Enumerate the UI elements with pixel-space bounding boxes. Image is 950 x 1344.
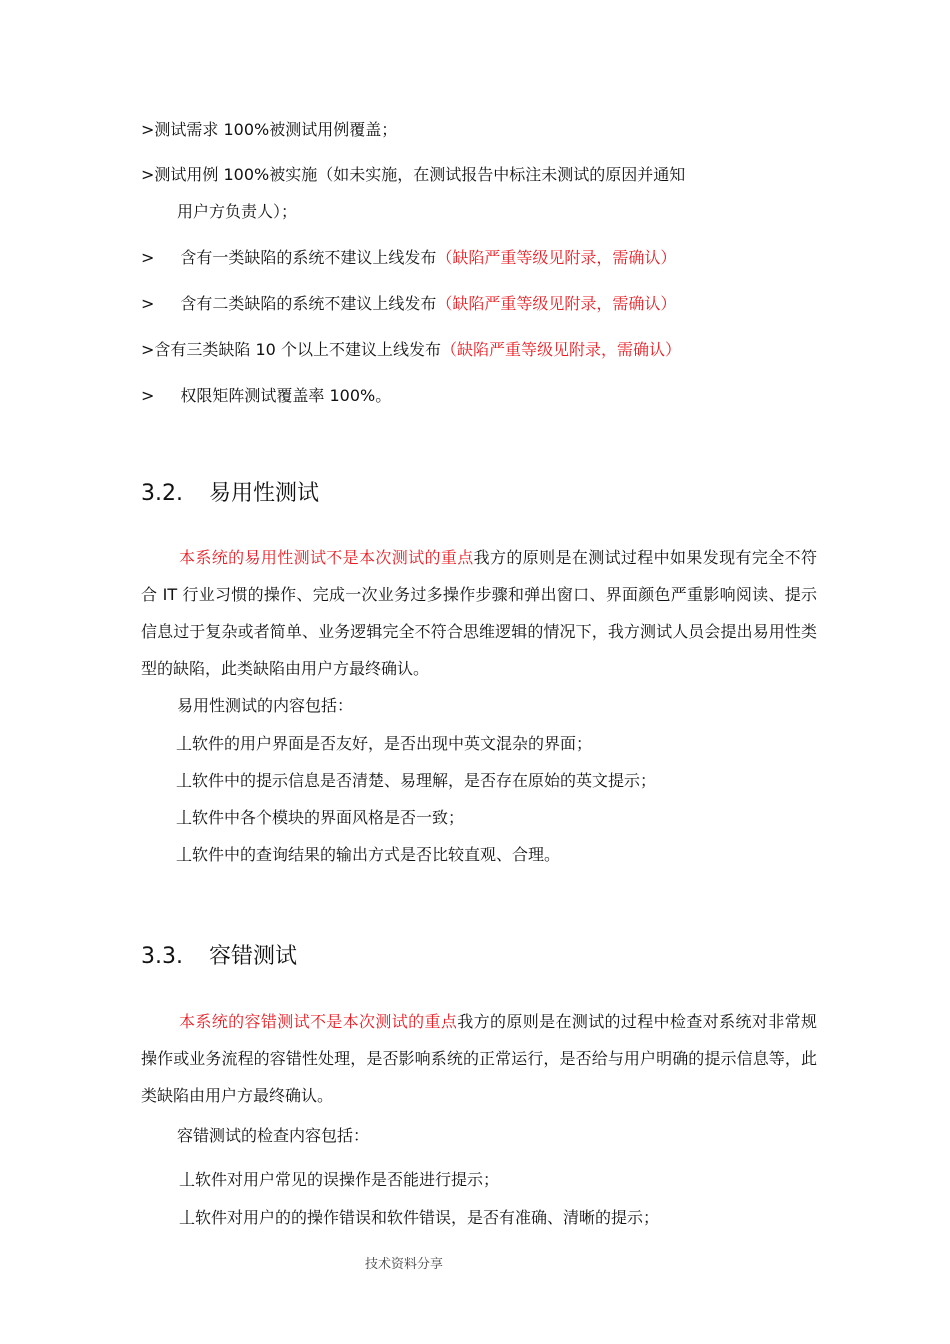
usability-item: 丄软件中各个模块的界面风格是否一致；	[176, 808, 465, 827]
bullet-marker: >	[141, 386, 155, 405]
criterion-4	[141, 294, 676, 314]
usability-item: 丄软件的用户界面是否友好，是否出现中英文混杂的界面；	[176, 734, 593, 753]
emphasis-text: 本系统的容错测试不是本次测试的重点	[179, 1012, 458, 1031]
usability-paragraph	[141, 539, 817, 687]
criterion-note: （缺陷严重等级见附录，需确认）	[436, 248, 677, 267]
usability-items-intro: 易用性测试的内容包括：	[177, 696, 354, 715]
usability-item: 丄软件中的查询结果的输出方式是否比较直观、合理。	[176, 845, 561, 864]
paragraph-body: 我方的原则是在测试的过程中检查对系统对非常规操作或业务流程的容错性处理，是否影响系统的正常运行，是否给与用户明确的提示信息等，此类缺陷由用户方最终确认。	[141, 1012, 817, 1105]
fault-tolerance-paragraph	[141, 1003, 817, 1114]
criterion-note: （缺陷严重等级见附录，需确认）	[436, 294, 677, 313]
section-number: 3.2.	[141, 481, 183, 506]
criterion-1	[141, 120, 397, 140]
page-footer: 技术资料分享	[365, 1257, 444, 1272]
emphasis-text: 本系统的易用性测试不是本次测试的重点	[179, 548, 474, 567]
fault-tolerance-item: 丄软件对用户的的操作错误和软件错误，是否有准确、清晰的提示；	[179, 1208, 660, 1227]
criterion-text: 权限矩阵测试覆盖率 100%。	[180, 386, 392, 405]
section-heading-usability	[141, 480, 319, 508]
criterion-3	[141, 248, 676, 268]
section-heading-fault-tolerance	[141, 943, 297, 971]
criterion-5	[141, 340, 681, 360]
bullet-marker: >	[141, 248, 155, 267]
criterion-2	[141, 165, 685, 185]
criterion-text: 测试需求 100%被测试用例覆盖；	[154, 120, 398, 139]
criterion-text: 含有二类缺陷的系统不建议上线发布	[180, 294, 437, 313]
section-title: 容错测试	[209, 944, 298, 969]
bullet-marker: >	[141, 165, 155, 184]
criterion-6	[141, 386, 391, 406]
fault-tolerance-item: 丄软件对用户常见的误操作是否能进行提示；	[179, 1170, 500, 1189]
criterion-text: 含有一类缺陷的系统不建议上线发布	[180, 248, 437, 267]
criterion-2-continuation: 用户方负责人）；	[177, 202, 298, 221]
usability-item: 丄软件中的提示信息是否清楚、易理解，是否存在原始的英文提示；	[176, 771, 657, 790]
bullet-marker: >	[141, 340, 155, 359]
fault-tolerance-items-intro: 容错测试的检查内容包括：	[177, 1126, 370, 1145]
section-number: 3.3.	[141, 944, 183, 969]
bullet-marker: >	[141, 294, 155, 313]
criterion-note: （缺陷严重等级见附录，需确认）	[440, 340, 681, 359]
section-title: 易用性测试	[209, 481, 320, 506]
bullet-marker: >	[141, 120, 155, 139]
criterion-text: 测试用例 100%被实施（如未实施，在测试报告中标注未测试的原因并通知	[154, 165, 686, 184]
criterion-text: 含有三类缺陷 10 个以上不建议上线发布	[154, 340, 441, 359]
paragraph-body: 我方的原则是在测试过程中如果发现有完全不符合 IT 行业习惯的操作、完成一次业务过多操作步骤和弹出窗口、界面颜色严重影响阅读、提示信息过于复杂或者简单、业务逻辑完全不符合思维逻辑的情况下，我方测试人员会提出易用性类型的缺陷，此类缺陷由用户方最终确认。	[141, 548, 817, 678]
